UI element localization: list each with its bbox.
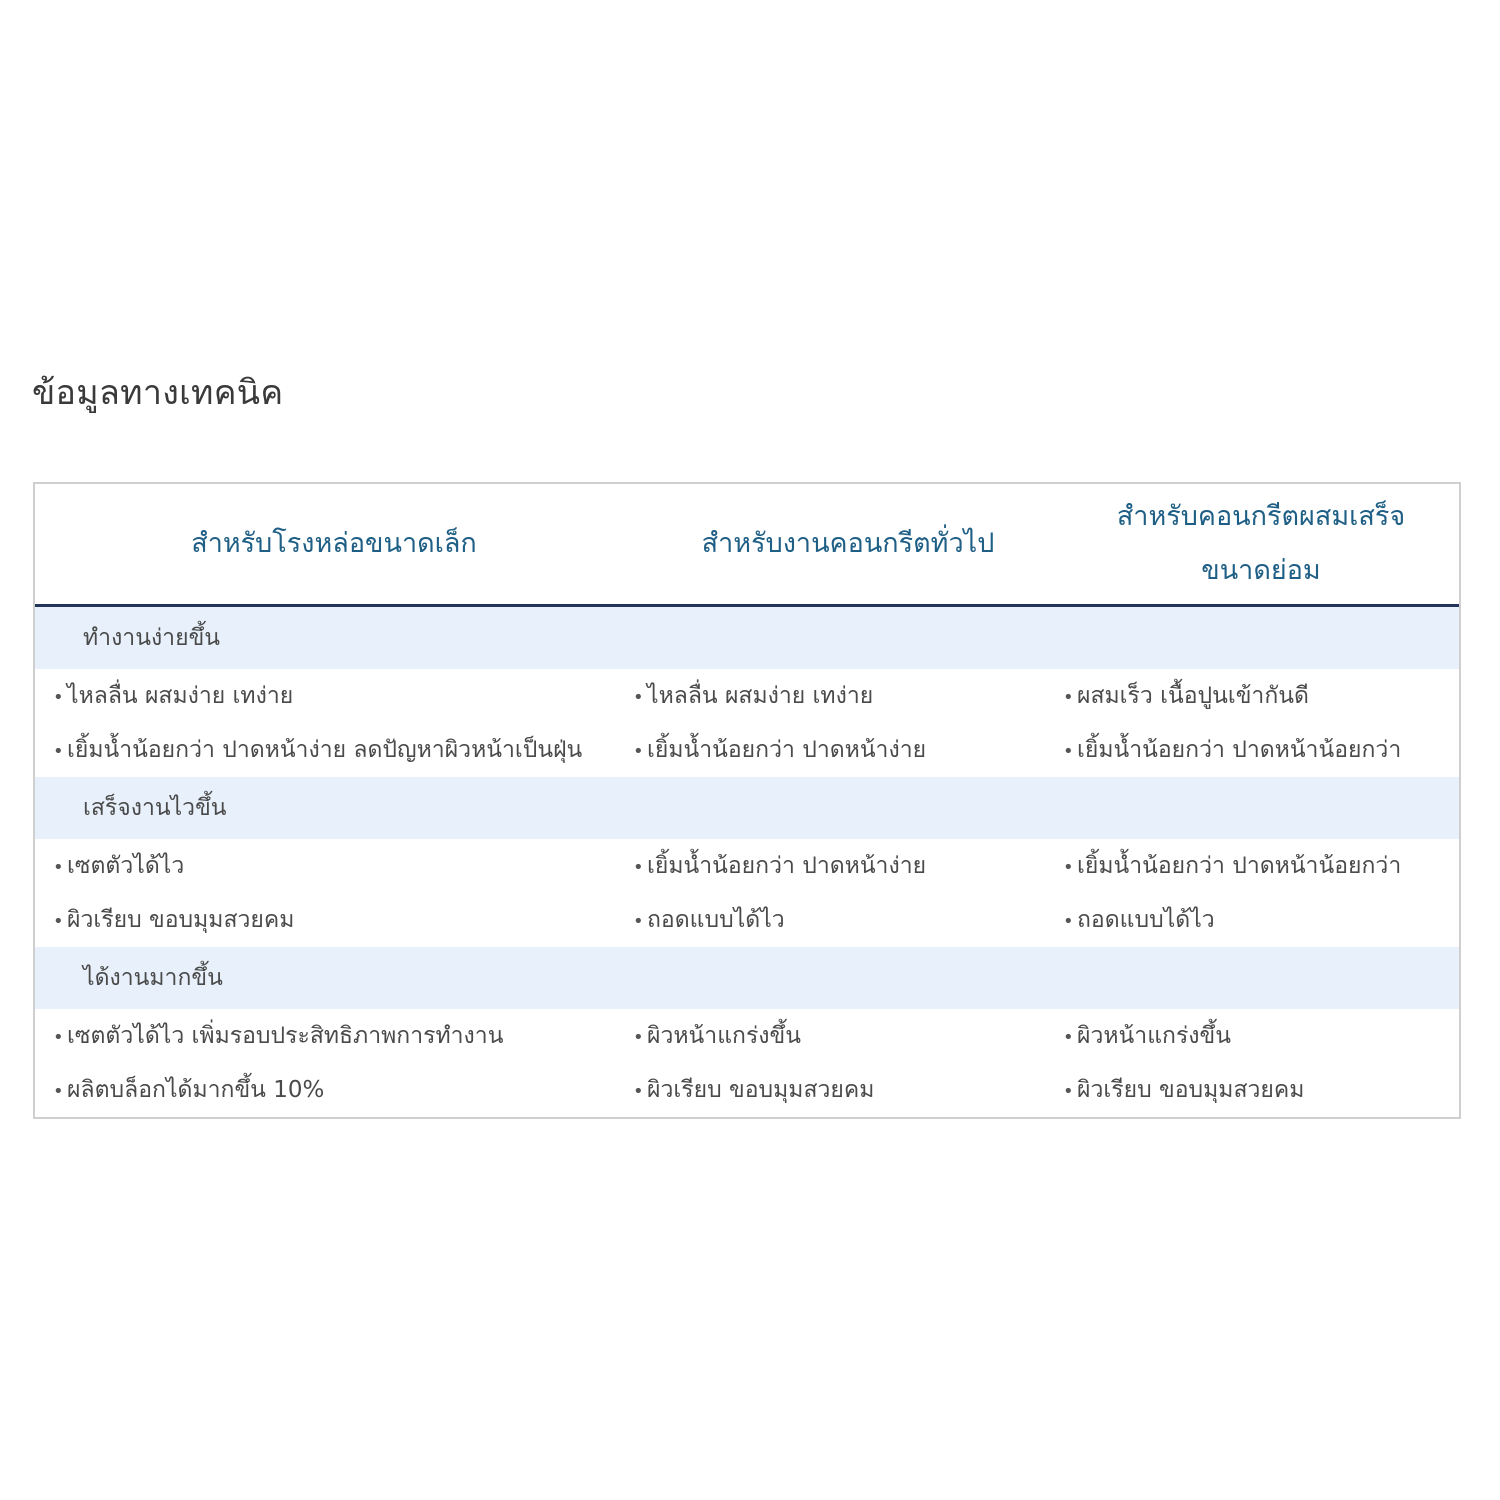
cell-text: ผลิตบล็อกได้มากขึ้น 10% — [67, 1077, 325, 1103]
cell-text: ถอดแบบได้ไว — [647, 907, 785, 933]
table-cell — [35, 848, 633, 884]
cell-text: เยิ้มน้ำน้อยกว่า ปาดหน้าน้อยกว่า — [1077, 737, 1402, 763]
header-small-ready-mix: สำหรับคอนกรีตผสมเสร็จ ขนาดย่อม — [1116, 501, 1406, 586]
table-cell — [35, 1072, 633, 1108]
section-label: ได้งานมากขึ้น — [35, 947, 1459, 1009]
table-cell — [1063, 848, 1459, 884]
bullet-icon: • — [633, 911, 644, 932]
cell-text: เซตตัวได้ไว เพิ่มรอบประสิทธิภาพการทำงาน — [67, 1023, 504, 1049]
page-title: ข้อมูลทางเทคนิค — [32, 373, 284, 413]
cell-text: ผสมเร็ว เนื้อปูนเข้ากันดี — [1077, 683, 1309, 709]
table-row — [35, 839, 1459, 893]
table-cell — [35, 1018, 633, 1054]
table-cell — [633, 1072, 1063, 1108]
bullet-icon: • — [1063, 1027, 1074, 1048]
cell-text: เยิ้มน้ำน้อยกว่า ปาดหน้าง่าย — [647, 737, 927, 763]
bullet-icon: • — [633, 1081, 644, 1102]
cell-text: เยิ้มน้ำน้อยกว่า ปาดหน้าน้อยกว่า — [1077, 853, 1402, 879]
cell-text: ไหลลื่น ผสมง่าย เทง่าย — [647, 683, 874, 709]
cell-text: ผิวเรียบ ขอบมุมสวยคม — [647, 1077, 875, 1103]
table-row — [35, 1009, 1459, 1063]
table-cell — [633, 678, 1063, 714]
table-cell — [1063, 1072, 1459, 1108]
bullet-icon: • — [633, 857, 644, 878]
group-faster-finish — [35, 777, 1459, 947]
technical-info-table — [33, 482, 1461, 1119]
bullet-icon: • — [53, 857, 64, 878]
table-header — [35, 484, 1459, 607]
section-label: เสร็จงานไวขึ้น — [35, 777, 1459, 839]
cell-text: ไหลลื่น ผสมง่าย เทง่าย — [67, 683, 294, 709]
cell-text: เยิ้มน้ำน้อยกว่า ปาดหน้าง่าย — [647, 853, 927, 879]
table-cell — [35, 732, 633, 768]
table-row — [35, 893, 1459, 947]
bullet-icon: • — [1063, 1081, 1074, 1102]
bullet-icon: • — [53, 1081, 64, 1102]
table-cell — [1063, 1018, 1459, 1054]
bullet-icon: • — [633, 741, 644, 762]
header-general-concrete: สำหรับงานคอนกรีตทั่วไป — [701, 528, 995, 559]
bullet-icon: • — [53, 1027, 64, 1048]
cell-text: ผิวเรียบ ขอบมุมสวยคม — [1077, 1077, 1305, 1103]
group-more-output — [35, 947, 1459, 1117]
bullet-icon: • — [633, 687, 644, 708]
table-cell — [1063, 678, 1459, 714]
cell-text: ผิวหน้าแกร่งขึ้น — [1077, 1023, 1231, 1049]
bullet-icon: • — [53, 911, 64, 932]
table-row — [35, 723, 1459, 777]
table-cell — [633, 732, 1063, 768]
group-easier-work — [35, 607, 1459, 777]
section-label: ทำงานง่ายขึ้น — [35, 607, 1459, 669]
bullet-icon: • — [1063, 857, 1074, 878]
cell-text: ผิวเรียบ ขอบมุมสวยคม — [67, 907, 295, 933]
bullet-icon: • — [633, 1027, 644, 1048]
table-cell — [1063, 732, 1459, 768]
cell-text: เยิ้มน้ำน้อยกว่า ปาดหน้าง่าย ลดปัญหาผิวหน้าเป็นฝุ่น — [67, 737, 583, 763]
table-cell — [633, 848, 1063, 884]
bullet-icon: • — [1063, 741, 1074, 762]
table-cell — [35, 902, 633, 938]
bullet-icon: • — [1063, 687, 1074, 708]
table-cell — [633, 902, 1063, 938]
table-cell — [1063, 902, 1459, 938]
header-small-foundry: สำหรับโรงหล่อขนาดเล็ก — [191, 528, 477, 559]
table-row — [35, 669, 1459, 723]
bullet-icon: • — [1063, 911, 1074, 932]
cell-text: เซตตัวได้ไว — [67, 853, 185, 879]
table-cell — [633, 1018, 1063, 1054]
cell-text: ถอดแบบได้ไว — [1077, 907, 1215, 933]
table-cell — [35, 678, 633, 714]
cell-text: ผิวหน้าแกร่งขึ้น — [647, 1023, 801, 1049]
bullet-icon: • — [53, 687, 64, 708]
bullet-icon: • — [53, 741, 64, 762]
table-row — [35, 1063, 1459, 1117]
